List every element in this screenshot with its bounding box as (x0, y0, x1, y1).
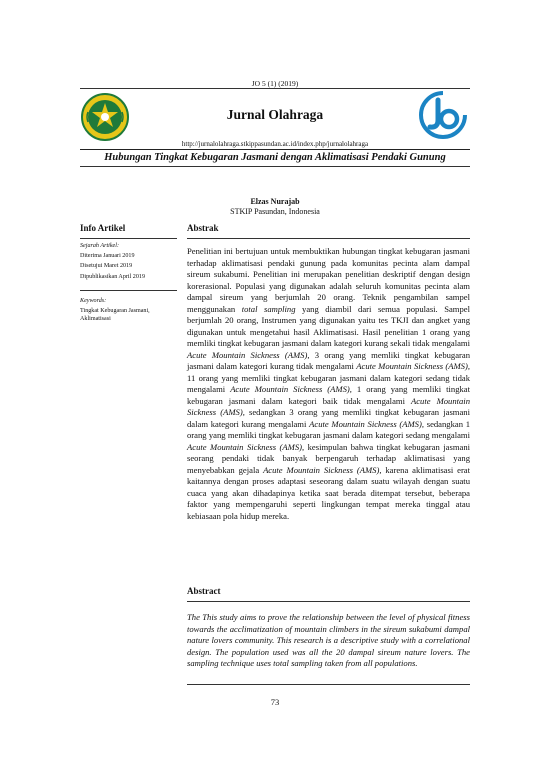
abstract-text: , 1 orang yang memliki tingkat kebugaran jasmani dalam kategori baik tidak mengalami (187, 384, 470, 406)
abstract-italic-term: Acute Mountain Sickness (AMS) (187, 395, 470, 417)
abstract-text: yang diambil dari semua populasi. Sampel berjumlah 20 orang, Instrumen yang digunakan yaitu tes TKJI dan angket yang digunakan untuk mengetahui hasil Aklimatisasi. Hasil penelitian 1 orang yang memliki tingkat kebugaran jasmani dalam kategori kurang sekali tidak mengalami (187, 303, 470, 348)
abstract-text: Penelitian ini bertujuan untuk membuktikan hubungan tingkat kebugaran jasmani terhadap aklimatisasi pendaki gunung pada komunitas pecinta alam dampal sireum sukabumi. Penelitian ini merupakan penelitian deskriptif dengan design korerasional. Populasi yang digunakan adalah seluruh komunitas pecinta alam dampal sireum yang berjumlah 20 orang. Teknik pengambilan sampel menggunakan (187, 246, 470, 314)
abstract-text: , sedangkan 1 orang yang memliki tingkat kebugaran jasmani dalam kategori sedang mengalami (187, 418, 471, 440)
divider (187, 601, 470, 602)
abstract-italic-term: total sampling (241, 303, 296, 314)
abstract-body (187, 246, 470, 522)
keywords-label: Keywords: (80, 298, 107, 304)
keyword-item: Tingkat Kebugaran Jasmani, (80, 307, 150, 314)
info-heading: Info Artikel (80, 223, 126, 233)
abstract-en-heading: Abstract (187, 586, 221, 596)
abstract-italic-term: Acute Mountain Sickness (AMS) (230, 384, 350, 394)
abstract-text: , 11 orang yang memliki tingkat kebugaran jasmani dalam kategori sedang tidak mengalami (187, 361, 470, 394)
page-number: 73 (270, 697, 280, 707)
abstract-heading: Abstrak (187, 223, 219, 233)
abstract-text: , 3 orang yang memliki tingkat kebugaran jasmani dalam kategori kurang tidak mengalami (187, 349, 470, 371)
divider (80, 290, 177, 291)
divider (80, 88, 470, 89)
abstract-italic-term: Acute Mountain Sickness (AMS) (309, 418, 422, 429)
abstract-text: , sedangkan 3 orang yang memliki tingkat kebugaran jasmani dalam kategori kurang mengalami (187, 407, 470, 429)
history-received: Diterima Januari 2019 (80, 252, 135, 259)
abstract-italic-term: Acute Mountain Sickness (AMS) (356, 361, 468, 371)
article-history (80, 242, 180, 281)
history-label: Sejarah Artikel: (80, 243, 119, 249)
history-accepted: Disetujui Maret 2019 (80, 263, 133, 270)
divider (80, 166, 470, 167)
keyword-item: Aklimatisasi (80, 316, 111, 323)
journal-url[interactable]: http://jurnalolahraga.stkippasundan.ac.id/index.php/jurnalolahraga (181, 140, 369, 148)
history-published: Dipublikasikan April 2019 (80, 273, 145, 280)
abstract-text: , kesimpulan bahwa tingkat kebugaran jasmani seorang pendaki tidak banyak berpengaruh terhadap aklimatisasi yang menyebabkan gejala (187, 441, 470, 475)
issue-line: JO 5 (1) (2019) (251, 79, 299, 88)
abstract-italic-term: Acute Mountain Sickness (AMS) (187, 349, 308, 360)
article-title: Hubungan Tingkat Kebugaran Jasmani dengan Aklimatisasi Pendaki Gunung (104, 152, 446, 163)
abstract-italic-term: Acute Mountain Sickness (AMS) (263, 464, 380, 475)
abstract-italic-term: Acute Mountain Sickness (AMS) (187, 441, 302, 452)
abstract-en-body: The This study aims to prove the relationship between the level of physical fitness towards the acclimatization of mountain climbers in the sireum sukabumi dampal nature lovers community. This research is a descriptive study with a correlational design. The population used was all the 20 dampal sireum nature lovers. The sampling technique uses total sampling taken from all populations. (187, 612, 470, 668)
author-affiliation: STKIP Pasundan, Indonesia (230, 207, 320, 216)
divider (80, 238, 177, 239)
abstract-text: , karena aklimatisasi erat kaitannya dengan proses adaptasi seseorang dalam suatu wilayah dengan suatu cuaca yang akan dihadapinya ketika saat berada ditempat tersebut, beberapa faktor yang mempengaruhi seperti lingkungan tempat mereka tinggal atau kebiasaan pola hidup mereka. (187, 464, 471, 521)
keywords-block (80, 297, 180, 324)
divider (187, 238, 470, 239)
journal-name: Jurnal Olahraga (226, 107, 324, 122)
divider (80, 149, 470, 150)
author-name: Elzas Nurajab (250, 197, 300, 206)
divider (187, 684, 470, 685)
